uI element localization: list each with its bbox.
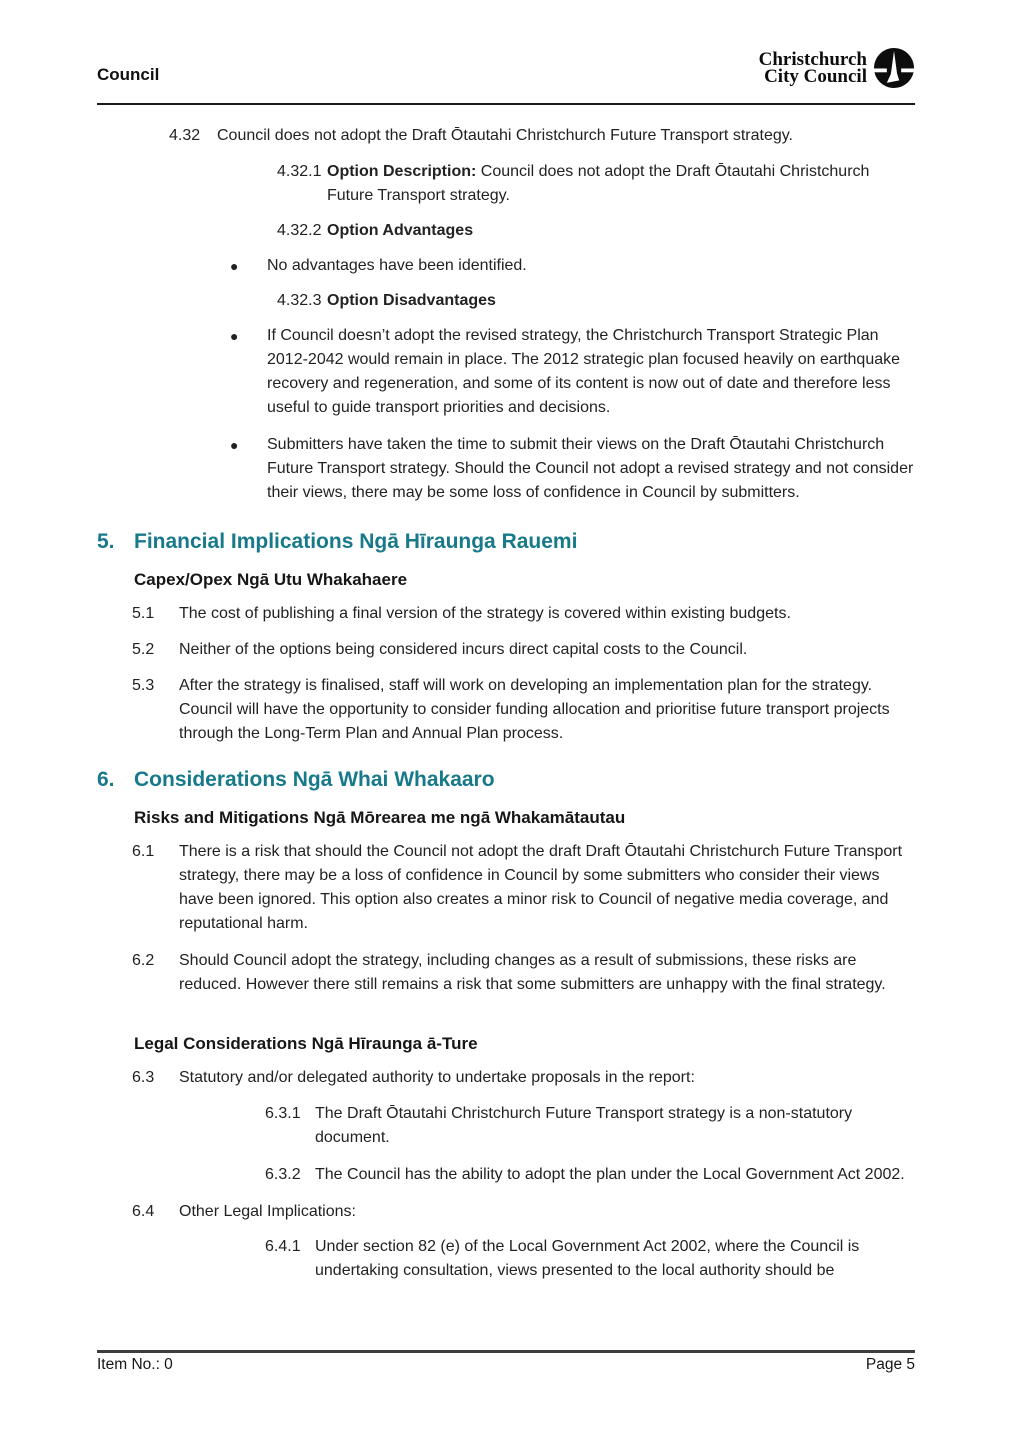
clause-4-32-1 (277, 160, 915, 208)
bullet-icon: ● (230, 258, 239, 274)
footer-page-number: Page 5 (865, 1356, 915, 1373)
clause-text: Neither of the options being considered incurs direct capital costs to the Council. (179, 641, 748, 658)
clause-4-32-3 (277, 289, 915, 313)
clause-6-4-1 (265, 1235, 915, 1283)
ccc-logo-line2: City Council (764, 66, 867, 87)
footer-item-number: Item No.: 0 (97, 1356, 173, 1373)
clause-number: 4.32.2 (277, 222, 322, 239)
clause-text: Should Council adopt the strategy, including changes as a result of submissions, these risks are reduced. However there still remains a risk that some submitters are unhappy with the final strategy. (179, 952, 886, 993)
ccc-logo-text (758, 48, 867, 87)
clause-number: 5.3 (132, 677, 155, 694)
clause-text: Option Description: Council does not adopt the Draft Ōtautahi Christchurch Future Transport strategy. (327, 163, 870, 204)
document-body (97, 105, 915, 1283)
ccc-logo-line1: Christchurch (758, 48, 867, 70)
clause-text (327, 289, 915, 313)
risks-mitigations-subheading: Risks and Mitigations Ngā Mōrearea me ngā Whakamātautau (134, 808, 626, 827)
clause-text: Other Legal Implications: (179, 1203, 356, 1220)
bullet-text: Submitters have taken the time to submit their views on the Draft Ōtautahi Christchurch Future Transport strategy. Should the Council not adopt a revised strategy and not consider their views, there may be some loss of confidence in Council by submitters. (267, 436, 914, 501)
option-description-label: Option Description: (327, 163, 477, 180)
clause-text: Council does not adopt the Draft Ōtautahi Christchurch Future Transport strategy. (217, 127, 793, 144)
clause-text (327, 219, 915, 243)
section-number: 5. (97, 530, 115, 553)
bullet-item (230, 433, 915, 505)
clause-6-1 (132, 840, 915, 936)
section-title: Financial Implications Ngā Hīraunga Rauemi (134, 530, 578, 553)
bullet-text: If Council doesn’t adopt the revised strategy, the Christchurch Transport Strategic Plan 2012-2042 would remain in place. The 2012 strategic plan focused heavily on earthquake recovery and regeneration, and some of its content is now out of date and therefore less useful to guide transport priorities and decisions. (267, 327, 901, 416)
document-title: Council (97, 65, 160, 84)
option-disadvantages-label: Option Disadvantages (327, 292, 496, 309)
clause-number: 4.32.3 (277, 292, 322, 309)
bullet-item (230, 324, 915, 420)
clause-text: After the strategy is finalised, staff will work on developing an implementation plan for the strategy. Council will have the opportunity to consider funding allocation and prioritise future transport projects through the Long-Term Plan and Annual Plan process. (179, 677, 890, 742)
clause-number: 6.3.2 (265, 1166, 301, 1183)
clause-number: 6.2 (132, 952, 155, 969)
clause-text: The cost of publishing a final version of the strategy is covered within existing budgets. (179, 605, 791, 622)
bullet-text: No advantages have been identified. (267, 257, 527, 274)
option-advantages-label: Option Advantages (327, 222, 474, 239)
clause-6-4 (132, 1200, 915, 1224)
clause-number: 6.3 (132, 1069, 155, 1086)
clause-number: 4.32 (169, 127, 201, 144)
clause-5-2 (132, 638, 915, 662)
section-title: Considerations Ngā Whai Whakaaro (134, 768, 495, 791)
clause-number: 4.32.1 (277, 163, 322, 180)
capex-opex-subheading: Capex/Opex Ngā Utu Whakahaere (134, 570, 408, 589)
cathedral-spire-icon (873, 47, 915, 89)
section-6-heading (97, 767, 915, 793)
bullet-item (230, 254, 915, 278)
clause-number: 6.3.1 (265, 1105, 301, 1122)
clause-text: Statutory and/or delegated authority to undertake proposals in the report: (179, 1069, 695, 1086)
page-header (97, 0, 915, 105)
clause-number: 5.2 (132, 641, 155, 658)
ccc-logo (759, 47, 915, 89)
clause-text: Under section 82 (e) of the Local Government Act 2002, where the Council is undertaking consultation, views presented to the local authority should be (315, 1238, 860, 1279)
clause-text: There is a risk that should the Council not adopt the draft Draft Ōtautahi Christchurch Future Transport strategy, there may be a loss of confidence in Council by some submitters who consider their views have been ignored. This option also creates a minor risk to Council of negative media coverage, and reputational harm. (179, 843, 903, 932)
clause-5-1 (132, 602, 915, 626)
clause-6-3-2 (265, 1163, 915, 1187)
clause-6-2 (132, 949, 915, 997)
clause-5-3 (132, 674, 915, 746)
bullet-icon: ● (230, 328, 239, 344)
clause-6-3-1 (265, 1102, 915, 1150)
page-footer (97, 1350, 915, 1374)
bullet-icon: ● (230, 437, 239, 453)
clause-number: 6.4 (132, 1203, 155, 1220)
clause-number: 5.1 (132, 605, 155, 622)
clause-text: The Council has the ability to adopt the plan under the Local Government Act 2002. (315, 1166, 905, 1183)
section-number: 6. (97, 768, 115, 791)
clause-text: The Draft Ōtautahi Christchurch Future Transport strategy is a non-statutory document. (315, 1105, 853, 1146)
clause-6-3 (132, 1066, 915, 1090)
clause-4-32 (169, 124, 915, 148)
clause-number: 6.4.1 (265, 1238, 301, 1255)
legal-considerations-subheading: Legal Considerations Ngā Hīraunga ā-Ture (134, 1034, 478, 1053)
clause-4-32-2 (277, 219, 915, 243)
section-5-heading (97, 529, 915, 555)
clause-number: 6.1 (132, 843, 155, 860)
